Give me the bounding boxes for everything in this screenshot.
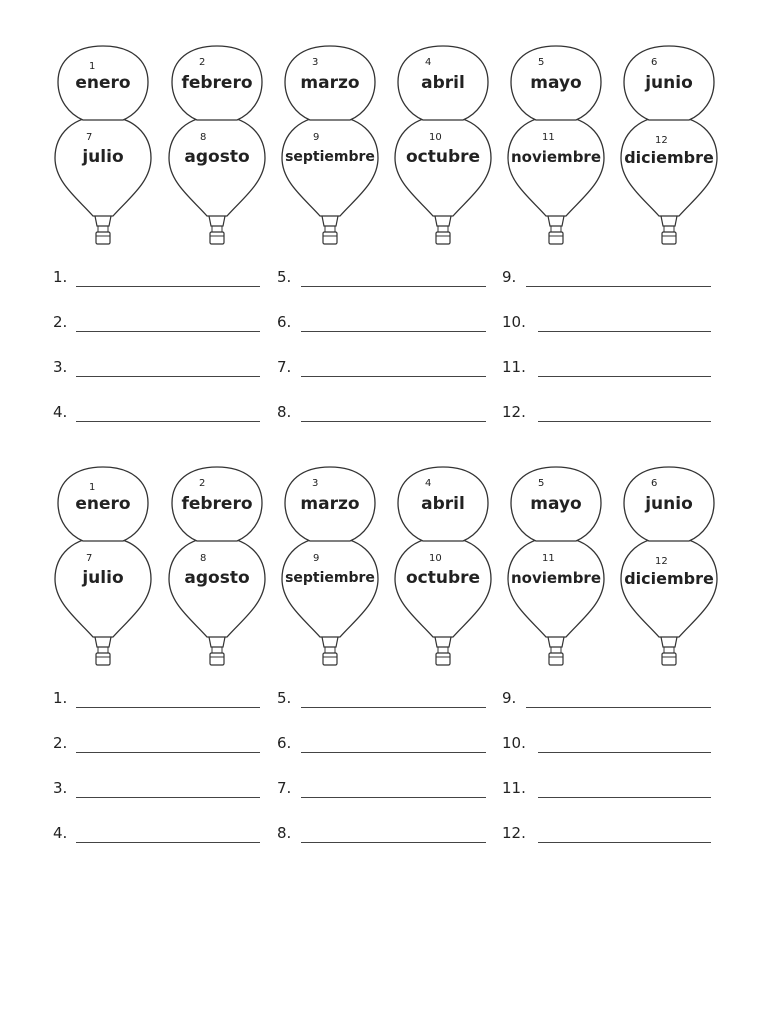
balloon-number: 6 (651, 57, 658, 68)
answer-blank[interactable] (538, 752, 711, 753)
balloon-number: 4 (425, 478, 432, 489)
answer-line (277, 405, 486, 425)
answer-line (277, 781, 486, 801)
balloon-number: 8 (200, 553, 207, 564)
balloon-number: 3 (312, 478, 319, 489)
month-word: febrero (181, 73, 253, 93)
answer-lines (0, 270, 768, 450)
answer-number: 6. (277, 313, 292, 331)
answer-blank[interactable] (301, 797, 486, 798)
hot-air-balloon-icon (617, 112, 721, 252)
answer-number: 3. (53, 358, 68, 376)
answer-number: 11. (502, 779, 526, 797)
balloon-number: 11 (542, 132, 555, 143)
answer-line (277, 360, 486, 380)
month-word: octubre (405, 568, 481, 588)
answer-line (53, 826, 260, 846)
hot-air-balloon-icon (504, 533, 608, 673)
answer-blank[interactable] (301, 376, 486, 377)
answer-line (502, 270, 711, 290)
answer-number: 9. (502, 689, 517, 707)
answer-line (53, 781, 260, 801)
answer-blank[interactable] (76, 331, 260, 332)
answer-blank[interactable] (538, 331, 711, 332)
answer-blank[interactable] (76, 707, 260, 708)
hot-air-balloon-icon (391, 533, 495, 673)
balloon-pair (278, 40, 382, 255)
hot-air-balloon-icon (165, 112, 269, 252)
balloon-pair (51, 461, 155, 676)
answer-blank[interactable] (301, 842, 486, 843)
balloon-pair (391, 461, 495, 676)
answer-number: 5. (277, 689, 292, 707)
answer-blank[interactable] (301, 331, 486, 332)
answer-number: 5. (277, 268, 292, 286)
month-word: mayo (530, 494, 582, 514)
answer-lines (0, 691, 768, 871)
answer-blank[interactable] (76, 842, 260, 843)
answer-number: 12. (502, 403, 526, 421)
answer-blank[interactable] (526, 286, 711, 287)
balloon-pair (504, 461, 608, 676)
balloon-number: 9 (313, 132, 320, 143)
answer-blank[interactable] (76, 752, 260, 753)
answer-line (502, 736, 711, 756)
month-word: agosto (184, 568, 250, 588)
month-word: septiembre (285, 149, 375, 165)
balloon-number: 4 (425, 57, 432, 68)
answer-line (277, 270, 486, 290)
answer-blank[interactable] (526, 707, 711, 708)
balloon-number: 6 (651, 478, 658, 489)
balloon-number: 2 (199, 57, 206, 68)
answer-number: 7. (277, 358, 292, 376)
balloon-number: 1 (89, 61, 96, 72)
month-word: julio (82, 568, 124, 588)
answer-line (502, 826, 711, 846)
balloon-row (0, 40, 768, 255)
answer-line (53, 736, 260, 756)
month-word: abril (421, 73, 465, 93)
answer-number: 8. (277, 403, 292, 421)
balloon-number: 8 (200, 132, 207, 143)
answer-number: 3. (53, 779, 68, 797)
answer-number: 4. (53, 824, 68, 842)
month-word: marzo (300, 494, 360, 514)
answer-number: 8. (277, 824, 292, 842)
answer-number: 12. (502, 824, 526, 842)
hot-air-balloon-icon (278, 533, 382, 673)
month-word: marzo (300, 73, 360, 93)
answer-blank[interactable] (538, 421, 711, 422)
answer-number: 9. (502, 268, 517, 286)
answer-number: 2. (53, 313, 68, 331)
hot-air-balloon-icon (391, 112, 495, 252)
hot-air-balloon-icon (51, 112, 155, 252)
answer-blank[interactable] (301, 421, 486, 422)
answer-number: 11. (502, 358, 526, 376)
answer-number: 1. (53, 689, 68, 707)
balloon-pair (617, 40, 721, 255)
answer-blank[interactable] (76, 376, 260, 377)
answer-line (53, 360, 260, 380)
month-word: agosto (184, 147, 250, 167)
answer-blank[interactable] (538, 842, 711, 843)
month-word: noviembre (510, 569, 601, 587)
balloon-pair (51, 40, 155, 255)
balloon-pair (165, 461, 269, 676)
balloon-number: 11 (542, 553, 555, 564)
month-word: diciembre (624, 148, 714, 167)
balloon-number: 3 (312, 57, 319, 68)
answer-line (277, 736, 486, 756)
answer-number: 2. (53, 734, 68, 752)
answer-blank[interactable] (301, 752, 486, 753)
month-word: junio (645, 73, 693, 93)
balloon-number: 2 (199, 478, 206, 489)
balloon-number: 7 (86, 553, 93, 564)
month-word: mayo (530, 73, 582, 93)
answer-line (502, 691, 711, 711)
balloon-number: 12 (655, 135, 668, 146)
answer-line (502, 360, 711, 380)
balloon-number: 10 (429, 553, 442, 564)
month-word: enero (75, 73, 131, 93)
answer-blank[interactable] (301, 707, 486, 708)
answer-line (277, 691, 486, 711)
answer-number: 10. (502, 313, 526, 331)
answer-line (53, 405, 260, 425)
balloon-number: 5 (538, 478, 545, 489)
hot-air-balloon-icon (165, 533, 269, 673)
month-word: febrero (181, 494, 253, 514)
worksheet-section-2 (0, 461, 768, 871)
hot-air-balloon-icon (278, 112, 382, 252)
balloon-number: 7 (86, 132, 93, 143)
balloon-row (0, 461, 768, 676)
answer-blank[interactable] (76, 286, 260, 287)
answer-number: 1. (53, 268, 68, 286)
answer-blank[interactable] (538, 797, 711, 798)
month-word: octubre (405, 147, 481, 167)
balloon-pair (504, 40, 608, 255)
month-word: junio (645, 494, 693, 514)
balloon-pair (278, 461, 382, 676)
answer-line (502, 315, 711, 335)
answer-line (53, 315, 260, 335)
month-word: enero (75, 494, 131, 514)
answer-line (277, 826, 486, 846)
hot-air-balloon-icon (504, 112, 608, 252)
balloon-number: 10 (429, 132, 442, 143)
answer-blank[interactable] (76, 421, 260, 422)
answer-line (277, 315, 486, 335)
month-word: noviembre (510, 148, 601, 166)
month-word: julio (82, 147, 124, 167)
balloon-pair (617, 461, 721, 676)
answer-number: 7. (277, 779, 292, 797)
answer-number: 6. (277, 734, 292, 752)
answer-blank[interactable] (76, 797, 260, 798)
answer-line (53, 270, 260, 290)
answer-blank[interactable] (538, 376, 711, 377)
answer-number: 4. (53, 403, 68, 421)
month-word: septiembre (285, 570, 375, 586)
worksheet-section-1 (0, 40, 768, 450)
balloon-number: 1 (89, 482, 96, 493)
balloon-number: 9 (313, 553, 320, 564)
answer-line (502, 781, 711, 801)
balloon-pair (165, 40, 269, 255)
month-word: diciembre (624, 569, 714, 588)
answer-line (53, 691, 260, 711)
balloon-number: 5 (538, 57, 545, 68)
hot-air-balloon-icon (617, 533, 721, 673)
answer-number: 10. (502, 734, 526, 752)
answer-line (502, 405, 711, 425)
month-word: abril (421, 494, 465, 514)
answer-blank[interactable] (301, 286, 486, 287)
balloon-number: 12 (655, 556, 668, 567)
balloon-pair (391, 40, 495, 255)
hot-air-balloon-icon (51, 533, 155, 673)
